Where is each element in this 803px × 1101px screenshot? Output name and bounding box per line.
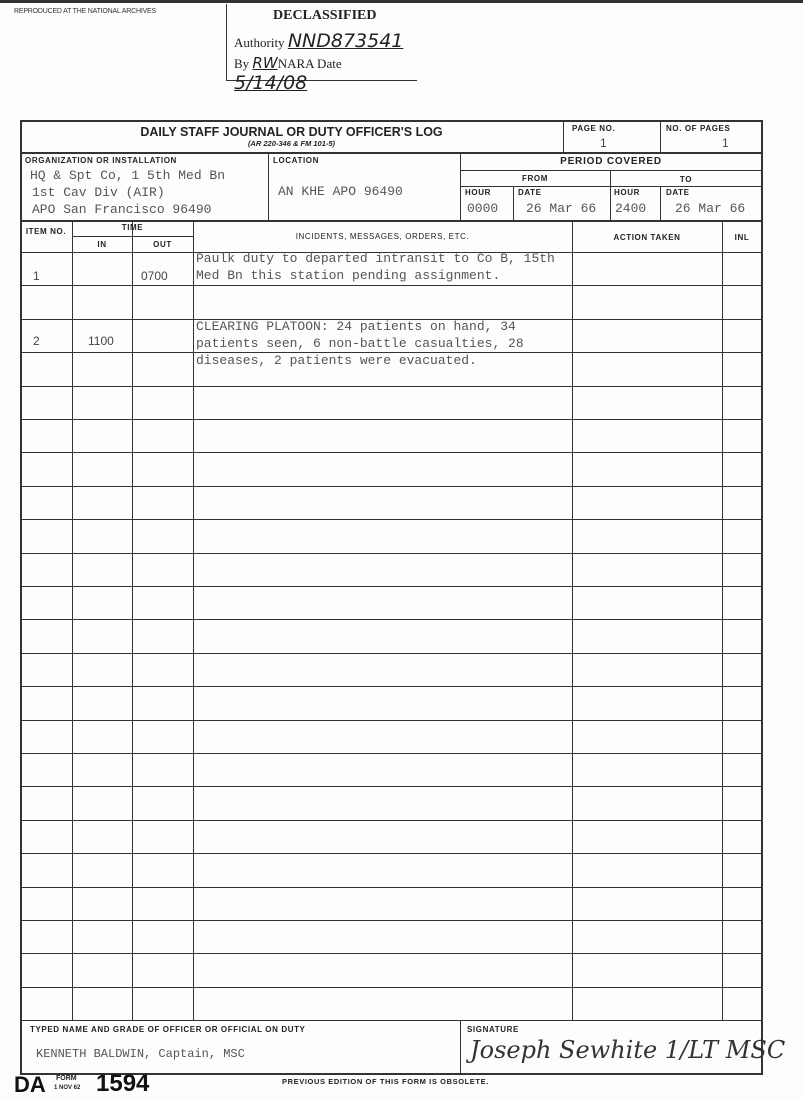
signature-label: SIGNATURE [467, 1025, 519, 1034]
org-line: 1st Cav Div (AIR) [32, 185, 165, 200]
col-incidents: INCIDENTS, MESSAGES, ORDERS, ETC. [295, 232, 470, 241]
nara-label: NARA Date [277, 56, 342, 71]
to-label: TO [679, 175, 693, 184]
row-line [20, 720, 763, 721]
column-line [72, 220, 73, 1020]
signature: Joseph Sewhite 1/LT MSC [470, 1036, 786, 1064]
form-da: DA [14, 1072, 46, 1097]
to-hour: 2400 [615, 201, 647, 216]
entry-line: Med Bn this station pending assignment. [196, 268, 501, 283]
column-line [722, 220, 723, 1020]
entry-in: 1100 [88, 334, 114, 348]
by-value: RW [252, 54, 278, 72]
form-border [20, 120, 763, 122]
org-label: ORGANIZATION OR INSTALLATION [25, 156, 177, 165]
col-inl: INL [734, 233, 750, 242]
row-line [20, 486, 763, 487]
row-line [20, 920, 763, 921]
pages: 1 [722, 136, 729, 150]
rule-line [563, 120, 564, 152]
entry-item: 2 [33, 334, 40, 348]
rule-line [20, 152, 763, 154]
row-line [20, 1020, 763, 1021]
scan-edge [0, 0, 803, 3]
row-line [20, 753, 763, 754]
row-line [20, 887, 763, 888]
stamp-date: 5/14/08 [234, 72, 308, 94]
entry-item: 1 [33, 269, 40, 283]
period-label: PERIOD COVERED [560, 156, 662, 167]
page-no: 1 [600, 136, 607, 150]
officer-label: TYPED NAME AND GRADE OF OFFICER OR OFFICIAL ON DUTY [30, 1025, 306, 1034]
form-date: 1 NOV 62 [54, 1085, 81, 1091]
row-line [20, 619, 763, 620]
entry-line: CLEARING PLATOON: 24 patients on hand, 34 [196, 319, 516, 334]
from-hour: 0000 [467, 201, 499, 216]
by-label: By [234, 56, 250, 71]
org-line: HQ & Spt Co, 1 5th Med Bn [30, 168, 226, 183]
to-date-label: DATE [666, 188, 690, 197]
authority-value: NND873541 [287, 30, 404, 52]
row-line [20, 553, 763, 554]
row-line [20, 586, 763, 587]
entry-line: diseases, 2 patients were evacuated. [196, 353, 477, 368]
from-label: FROM [522, 174, 548, 183]
form-subtitle: (AR 220-346 & FM 101-5) [247, 139, 336, 148]
col-item: ITEM NO. [25, 227, 67, 236]
column-line [572, 220, 573, 1020]
location: AN KHE APO 96490 [278, 184, 403, 199]
obsolete-note: PREVIOUS EDITION OF THIS FORM IS OBSOLETE. [282, 1077, 489, 1086]
rule-line [660, 120, 661, 152]
row-line [20, 653, 763, 654]
row-line [20, 285, 763, 286]
row-line [20, 987, 763, 988]
form-border [761, 120, 763, 1075]
pages-label: NO. OF PAGES [666, 124, 731, 133]
org-line: APO San Francisco 96490 [32, 202, 212, 217]
col-in: IN [97, 240, 107, 249]
rule-line [460, 170, 763, 171]
from-date: 26 Mar 66 [526, 201, 597, 216]
from-hour-label: HOUR [465, 188, 491, 197]
form-title: DAILY STAFF JOURNAL OR DUTY OFFICER'S LOG [140, 125, 443, 139]
rule-line [72, 236, 193, 237]
rule-line [513, 186, 514, 220]
row-line [20, 820, 763, 821]
column-line [193, 220, 194, 1020]
entry-line: patients seen, 6 non-battle casualties, 28 [196, 336, 524, 351]
rule-line [660, 186, 661, 220]
archive-note: REPRODUCED AT THE NATIONAL ARCHIVES [14, 8, 156, 15]
row-line [20, 953, 763, 954]
entry-line: Paulk duty to departed intransit to Co B, 15th [196, 251, 555, 266]
row-line [20, 519, 763, 520]
to-hour-label: HOUR [614, 188, 640, 197]
entry-out: 0700 [141, 269, 168, 283]
row-line [20, 853, 763, 854]
row-line [20, 686, 763, 687]
officer-name: KENNETH BALDWIN, Captain, MSC [36, 1047, 245, 1061]
col-time: TIME [121, 223, 144, 232]
stamp-title: DECLASSIFIED [273, 8, 377, 23]
page-no-label: PAGE NO. [572, 124, 616, 133]
column-line [132, 220, 133, 1020]
row-line [20, 386, 763, 387]
authority-label: Authority [234, 35, 285, 50]
form-number: 1594 [96, 1070, 150, 1097]
rule-line [268, 152, 269, 220]
form-word: FORM [56, 1075, 77, 1082]
col-action: ACTION TAKEN [613, 233, 681, 242]
to-date: 26 Mar 66 [675, 201, 746, 216]
declassified-stamp [226, 4, 417, 94]
form-border [20, 120, 22, 1075]
from-date-label: DATE [518, 188, 542, 197]
row-line [20, 786, 763, 787]
row-line [20, 419, 763, 420]
location-label: LOCATION [273, 156, 319, 165]
rule-line [460, 186, 763, 187]
row-line [20, 452, 763, 453]
col-out: OUT [153, 240, 172, 249]
rule-line [460, 1020, 461, 1074]
